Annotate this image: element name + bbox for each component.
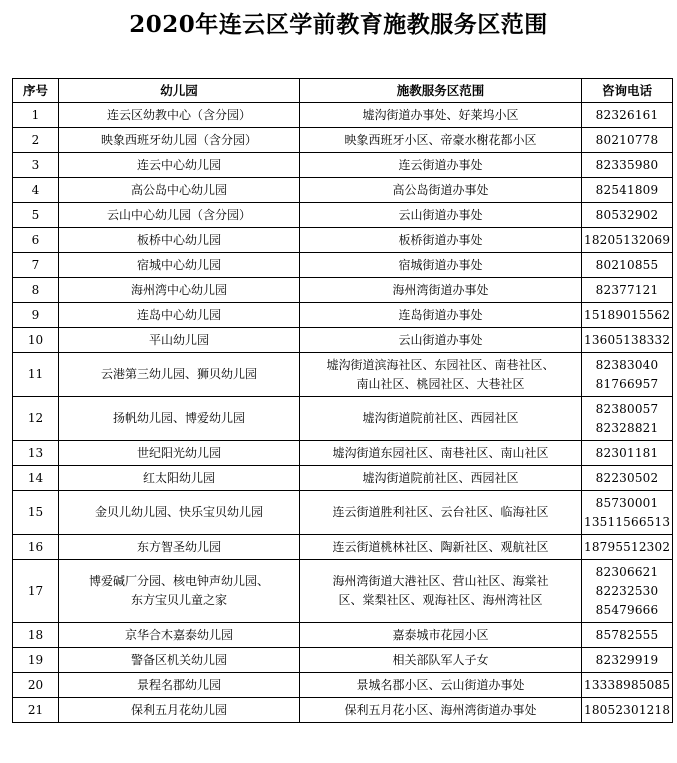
cell-service-area-line: 嘉泰城市花园小区 — [392, 627, 489, 642]
cell-kindergarten-line: 京华合木嘉泰幼儿园 — [124, 627, 233, 642]
cell-service-area — [300, 535, 582, 560]
cell-kindergarten — [59, 560, 300, 623]
cell-kindergarten-line: 东方智圣幼儿园 — [136, 539, 221, 554]
cell-kindergarten — [59, 328, 300, 353]
cell-kindergarten — [59, 128, 300, 153]
cell-kindergarten — [59, 303, 300, 328]
cell-kindergarten-line: 扬帆幼儿园、博爱幼儿园 — [112, 411, 245, 425]
cell-kindergarten — [59, 153, 300, 178]
table-row — [13, 648, 673, 673]
cell-phone-line: 13511566513 — [584, 514, 671, 529]
cell-kindergarten — [59, 203, 300, 228]
cell-phone-line: 18205132069 — [584, 232, 671, 247]
cell-service-area — [300, 178, 582, 203]
cell-service-area — [300, 103, 582, 128]
cell-kindergarten — [59, 278, 300, 303]
cell-kindergarten — [59, 441, 300, 466]
cell-service-area-line: 宿城街道办事处 — [398, 257, 483, 272]
cell-kindergarten-line: 景程名郡幼儿园 — [136, 677, 221, 692]
cell-service-area — [300, 648, 582, 673]
cell-number: 10 — [13, 328, 59, 353]
cell-service-area-line: 连岛街道办事处 — [398, 307, 483, 322]
table-row — [13, 153, 673, 178]
cell-number: 17 — [13, 560, 59, 623]
cell-service-area — [300, 397, 582, 441]
table-row — [13, 228, 673, 253]
table-row — [13, 397, 673, 441]
cell-service-area-line: 墟沟街道滨海社区、东园社区、南巷社区、 — [326, 357, 555, 372]
cell-kindergarten — [59, 103, 300, 128]
cell-phone — [582, 673, 673, 698]
cell-service-area-line: 区、棠梨社区、观海社区、海州湾社区 — [338, 593, 543, 607]
cell-phone-line: 82335980 — [595, 157, 659, 172]
header-number: 序号 — [13, 79, 59, 103]
cell-service-area — [300, 128, 582, 153]
cell-phone — [582, 466, 673, 491]
cell-phone — [582, 535, 673, 560]
cell-phone — [582, 698, 673, 723]
cell-phone-line: 85730001 — [595, 495, 659, 510]
cell-service-area-line: 海州湾街道大港社区、营山社区、海棠社 — [332, 574, 549, 588]
header-phone: 咨询电话 — [582, 79, 673, 103]
cell-kindergarten — [59, 673, 300, 698]
cell-phone-line: 82383040 — [595, 357, 659, 372]
cell-phone — [582, 303, 673, 328]
cell-phone-line: 18795512302 — [584, 539, 671, 554]
cell-phone-line: 18052301218 — [584, 702, 671, 717]
cell-phone — [582, 178, 673, 203]
cell-number: 6 — [13, 228, 59, 253]
cell-kindergarten-line: 连云中心幼儿园 — [136, 157, 221, 172]
cell-phone — [582, 253, 673, 278]
cell-number: 15 — [13, 491, 59, 535]
table-row — [13, 278, 673, 303]
table-row — [13, 253, 673, 278]
table-row — [13, 103, 673, 128]
cell-phone-line: 85479666 — [595, 602, 659, 617]
cell-number: 7 — [13, 253, 59, 278]
cell-service-area-line: 墟沟街道院前社区、西园社区 — [362, 411, 519, 425]
cell-phone-line: 85782555 — [595, 627, 659, 642]
cell-kindergarten — [59, 698, 300, 723]
cell-number: 3 — [13, 153, 59, 178]
cell-service-area-line: 板桥街道办事处 — [398, 232, 483, 247]
cell-phone-line: 82306621 — [595, 564, 659, 579]
cell-service-area — [300, 441, 582, 466]
cell-phone-line: 82301181 — [595, 445, 659, 460]
cell-service-area-line: 景城名郡小区、云山街道办事处 — [356, 677, 525, 692]
cell-service-area-line: 云山街道办事处 — [398, 332, 483, 347]
cell-kindergarten-line: 平山幼儿园 — [148, 332, 209, 347]
cell-phone — [582, 397, 673, 441]
cell-phone-line: 81766957 — [595, 376, 659, 391]
cell-kindergarten-line: 云山中心幼儿园（含分园） — [106, 207, 251, 222]
cell-kindergarten — [59, 228, 300, 253]
cell-service-area — [300, 228, 582, 253]
cell-service-area-line: 墟沟街道办事处、好莱坞小区 — [362, 107, 519, 122]
cell-service-area — [300, 278, 582, 303]
cell-service-area-line: 墟沟街道东园社区、南巷社区、南山社区 — [332, 445, 549, 460]
cell-phone — [582, 623, 673, 648]
cell-service-area — [300, 253, 582, 278]
cell-service-area-line: 保利五月花小区、海州湾街道办事处 — [344, 702, 537, 717]
cell-phone-line: 82377121 — [595, 282, 659, 297]
cell-service-area-line: 连云街道办事处 — [398, 157, 483, 172]
cell-service-area-line: 墟沟街道院前社区、西园社区 — [362, 470, 519, 485]
header-service-area: 施教服务区范围 — [300, 79, 582, 103]
cell-phone-line: 82232530 — [595, 583, 659, 598]
cell-number: 4 — [13, 178, 59, 203]
cell-kindergarten-line: 红太阳幼儿园 — [142, 470, 215, 485]
cell-kindergarten-line: 世纪阳光幼儿园 — [136, 445, 221, 460]
table-header-row — [13, 79, 673, 103]
cell-kindergarten-line: 连云区幼教中心（含分园） — [106, 107, 251, 122]
cell-kindergarten-line: 东方宝贝儿童之家 — [130, 593, 227, 607]
cell-number: 20 — [13, 673, 59, 698]
table-row — [13, 203, 673, 228]
cell-kindergarten-line: 保利五月花幼儿园 — [130, 702, 227, 717]
cell-number: 1 — [13, 103, 59, 128]
cell-phone-line: 82380057 — [595, 401, 659, 416]
cell-kindergarten-line: 警备区机关幼儿园 — [130, 652, 227, 667]
cell-kindergarten — [59, 397, 300, 441]
cell-phone-line: 80210778 — [595, 132, 659, 147]
cell-service-area — [300, 560, 582, 623]
cell-phone — [582, 491, 673, 535]
service-area-table — [12, 78, 673, 723]
cell-kindergarten — [59, 623, 300, 648]
table-row — [13, 560, 673, 623]
cell-number: 5 — [13, 203, 59, 228]
cell-service-area — [300, 303, 582, 328]
cell-phone-line: 82326161 — [595, 107, 659, 122]
cell-service-area — [300, 466, 582, 491]
cell-kindergarten-line: 金贝儿幼儿园、快乐宝贝幼儿园 — [94, 505, 263, 519]
cell-service-area-line: 连云街道胜利社区、云台社区、临海社区 — [332, 505, 549, 519]
cell-kindergarten-line: 连岛中心幼儿园 — [136, 307, 221, 322]
cell-phone — [582, 228, 673, 253]
cell-phone-line: 80210855 — [595, 257, 659, 272]
cell-number: 2 — [13, 128, 59, 153]
table-row — [13, 128, 673, 153]
cell-phone — [582, 560, 673, 623]
cell-kindergarten — [59, 535, 300, 560]
cell-service-area-line: 高公岛街道办事处 — [392, 182, 489, 197]
table-row — [13, 623, 673, 648]
cell-service-area — [300, 328, 582, 353]
cell-phone-line: 82328821 — [595, 420, 659, 435]
cell-number: 19 — [13, 648, 59, 673]
cell-kindergarten-line: 海州湾中心幼儿园 — [130, 282, 227, 297]
cell-number: 16 — [13, 535, 59, 560]
cell-phone — [582, 328, 673, 353]
cell-service-area — [300, 491, 582, 535]
cell-service-area — [300, 353, 582, 397]
cell-service-area-line: 云山街道办事处 — [398, 207, 483, 222]
table-row — [13, 491, 673, 535]
cell-kindergarten — [59, 253, 300, 278]
table-row — [13, 698, 673, 723]
cell-number: 13 — [13, 441, 59, 466]
cell-number: 12 — [13, 397, 59, 441]
cell-number: 9 — [13, 303, 59, 328]
cell-kindergarten-line: 高公岛中心幼儿园 — [130, 182, 227, 197]
cell-service-area-line: 映象西班牙小区、帝豪水榭花都小区 — [344, 132, 537, 147]
cell-phone — [582, 103, 673, 128]
cell-kindergarten — [59, 648, 300, 673]
cell-number: 21 — [13, 698, 59, 723]
cell-phone — [582, 203, 673, 228]
cell-service-area-line: 相关部队军人子女 — [392, 652, 489, 667]
table-row — [13, 178, 673, 203]
cell-service-area — [300, 153, 582, 178]
cell-phone-line: 82541809 — [595, 182, 659, 197]
cell-phone-line: 13338985085 — [584, 677, 671, 692]
cell-service-area — [300, 698, 582, 723]
cell-number: 14 — [13, 466, 59, 491]
cell-service-area — [300, 623, 582, 648]
cell-phone — [582, 441, 673, 466]
header-kindergarten: 幼儿园 — [59, 79, 300, 103]
cell-kindergarten-line: 映象西班牙幼儿园（含分园） — [100, 132, 257, 147]
cell-kindergarten-line: 宿城中心幼儿园 — [136, 257, 221, 272]
cell-kindergarten — [59, 491, 300, 535]
table-row — [13, 303, 673, 328]
cell-kindergarten — [59, 178, 300, 203]
table-row — [13, 328, 673, 353]
table-body — [13, 103, 673, 723]
cell-phone-line: 15189015562 — [584, 307, 671, 322]
cell-service-area-line: 海州湾街道办事处 — [392, 282, 489, 297]
cell-phone — [582, 353, 673, 397]
cell-kindergarten — [59, 466, 300, 491]
table-row — [13, 441, 673, 466]
cell-kindergarten — [59, 353, 300, 397]
cell-phone-line: 82329919 — [595, 652, 659, 667]
cell-service-area — [300, 673, 582, 698]
table-row — [13, 673, 673, 698]
cell-phone — [582, 153, 673, 178]
table-row — [13, 535, 673, 560]
cell-service-area-line: 南山社区、桃园社区、大巷社区 — [356, 376, 525, 391]
cell-kindergarten-line: 板桥中心幼儿园 — [136, 232, 221, 247]
cell-phone-line: 82230502 — [595, 470, 659, 485]
cell-number: 18 — [13, 623, 59, 648]
cell-kindergarten-line: 博爱碱厂分园、核电钟声幼儿园、 — [88, 574, 269, 588]
table-row — [13, 353, 673, 397]
cell-number: 11 — [13, 353, 59, 397]
page-title: 2020年连云区学前教育施教服务区范围 — [129, 11, 548, 38]
table-row — [13, 466, 673, 491]
cell-phone-line: 13605138332 — [584, 332, 671, 347]
cell-service-area-line: 连云街道桃林社区、陶新社区、观航社区 — [332, 539, 549, 554]
cell-phone-line: 80532902 — [595, 207, 659, 222]
cell-kindergarten-line: 云港第三幼儿园、狮贝幼儿园 — [100, 367, 257, 381]
cell-phone — [582, 278, 673, 303]
cell-phone — [582, 128, 673, 153]
cell-number: 8 — [13, 278, 59, 303]
cell-service-area — [300, 203, 582, 228]
cell-phone — [582, 648, 673, 673]
